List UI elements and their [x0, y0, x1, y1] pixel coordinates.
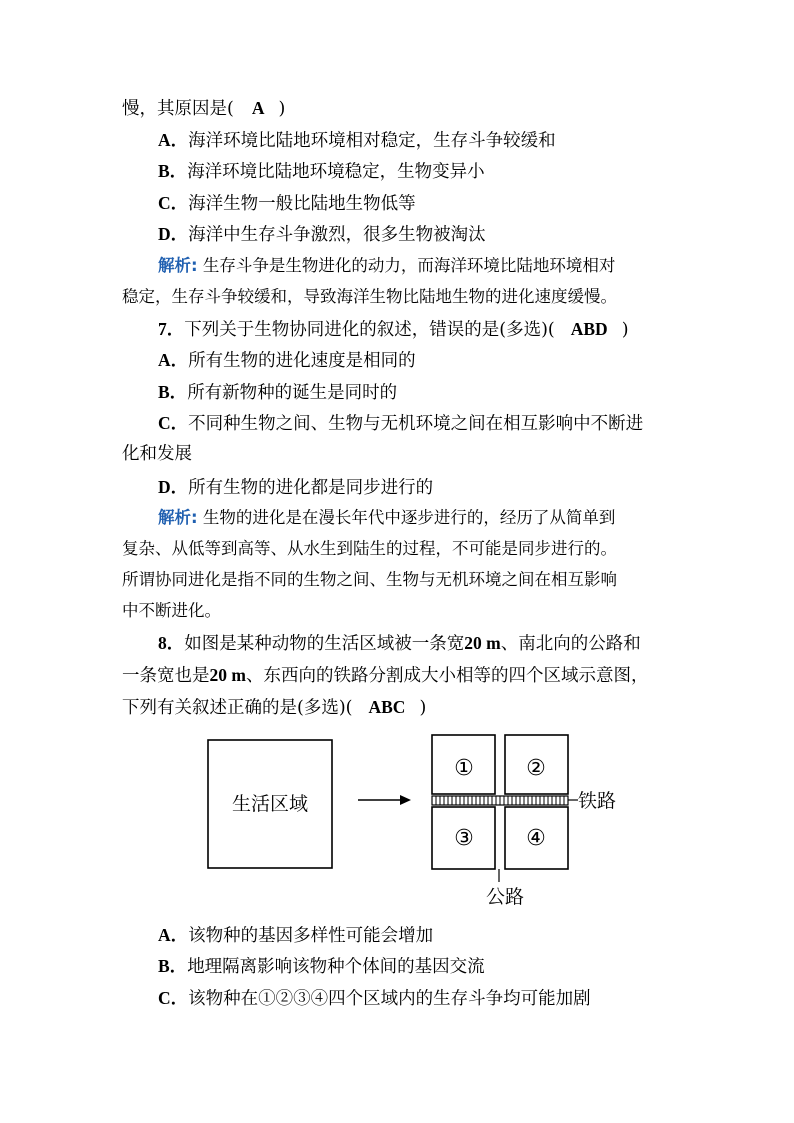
q7-option-c-cont: 化和发展 [122, 444, 192, 464]
q7-answer: ABD [570, 319, 608, 339]
q6-option-a: A．海洋环境比陆地环境相对稳定，生存斗争较缓和 [158, 130, 556, 151]
region-4-label: ④ [526, 826, 546, 851]
q7-option-c: C．不同种生物之间、生物与无机环境之间在相互影响中不断进 [158, 413, 644, 434]
q8-option-c: C．该物种在①②③④四个区域内的生存斗争均可能加剧 [158, 988, 591, 1009]
q7-option-d: D．所有生物的进化都是同步进行的 [158, 477, 434, 498]
q8-option-b: B．地理隔离影响该物种个体间的基因交流 [158, 956, 485, 977]
q8-stem-line-3: 下列有关叙述正确的是(多选)( ABC ) [122, 697, 427, 718]
q7-stem: 7．下列关于生物协同进化的叙述，错误的是(多选)( ABD ) [158, 319, 629, 340]
region-2-label: ② [526, 756, 546, 781]
q6-option-b: B．海洋环境比陆地环境稳定，生物变异小 [158, 161, 485, 182]
q7-option-a: A．所有生物的进化速度是相同的 [158, 350, 416, 371]
q6-answer: A [251, 98, 265, 118]
railway-label: 铁路 [578, 790, 617, 812]
q7-explanation-line-1: 解析: 生物的进化是在漫长年代中逐步进行的，经历了从简单到 [158, 508, 616, 527]
q8-stem-line-2: 一条宽也是20 m、东西向的铁路分割成大小相等的四个区域示意图， [122, 665, 649, 686]
q7-explanation-line-3: 所谓协同进化是指不同的生物之间、生物与无机环境之间在相互影响 [122, 570, 617, 589]
living-area-label: 生活区域 [231, 793, 309, 815]
road-label: 公路 [485, 886, 525, 908]
explanation-label: 解析 [158, 508, 191, 527]
q6-option-d: D．海洋中生存斗争激烈，很多生物被淘汰 [158, 224, 486, 245]
q6-stem: 慢，其原因是( A ) [122, 98, 286, 119]
arrow-icon [400, 795, 411, 805]
q7-explanation-line-4: 中不断进化。 [122, 601, 221, 620]
region-1-label: ① [454, 756, 474, 781]
region-3-label: ③ [454, 826, 474, 851]
explanation-label: 解析 [158, 256, 191, 275]
q8-answer: ABC [368, 697, 406, 717]
q6-explanation-line-1: 解析: 生存斗争是生物进化的动力，而海洋环境比陆地环境相对 [158, 256, 616, 275]
q7-explanation-line-2: 复杂、从低等到高等、从水生到陆生的过程，不可能是同步进行的。 [122, 539, 617, 558]
q7-option-b: B．所有新物种的诞生是同时的 [158, 382, 398, 403]
railway-track [432, 796, 568, 805]
q8-stem-line-1: 8．如图是某种动物的生活区域被一条宽20 m、南北向的公路和 [158, 633, 641, 654]
q6-explanation-line-2: 稳定，生存斗争较缓和，导致海洋生物比陆地生物的进化速度缓慢。 [122, 287, 617, 306]
q6-option-c: C．海洋生物一般比陆地生物低等 [158, 193, 416, 214]
q8-option-a: A．该物种的基因多样性可能会增加 [158, 925, 434, 946]
